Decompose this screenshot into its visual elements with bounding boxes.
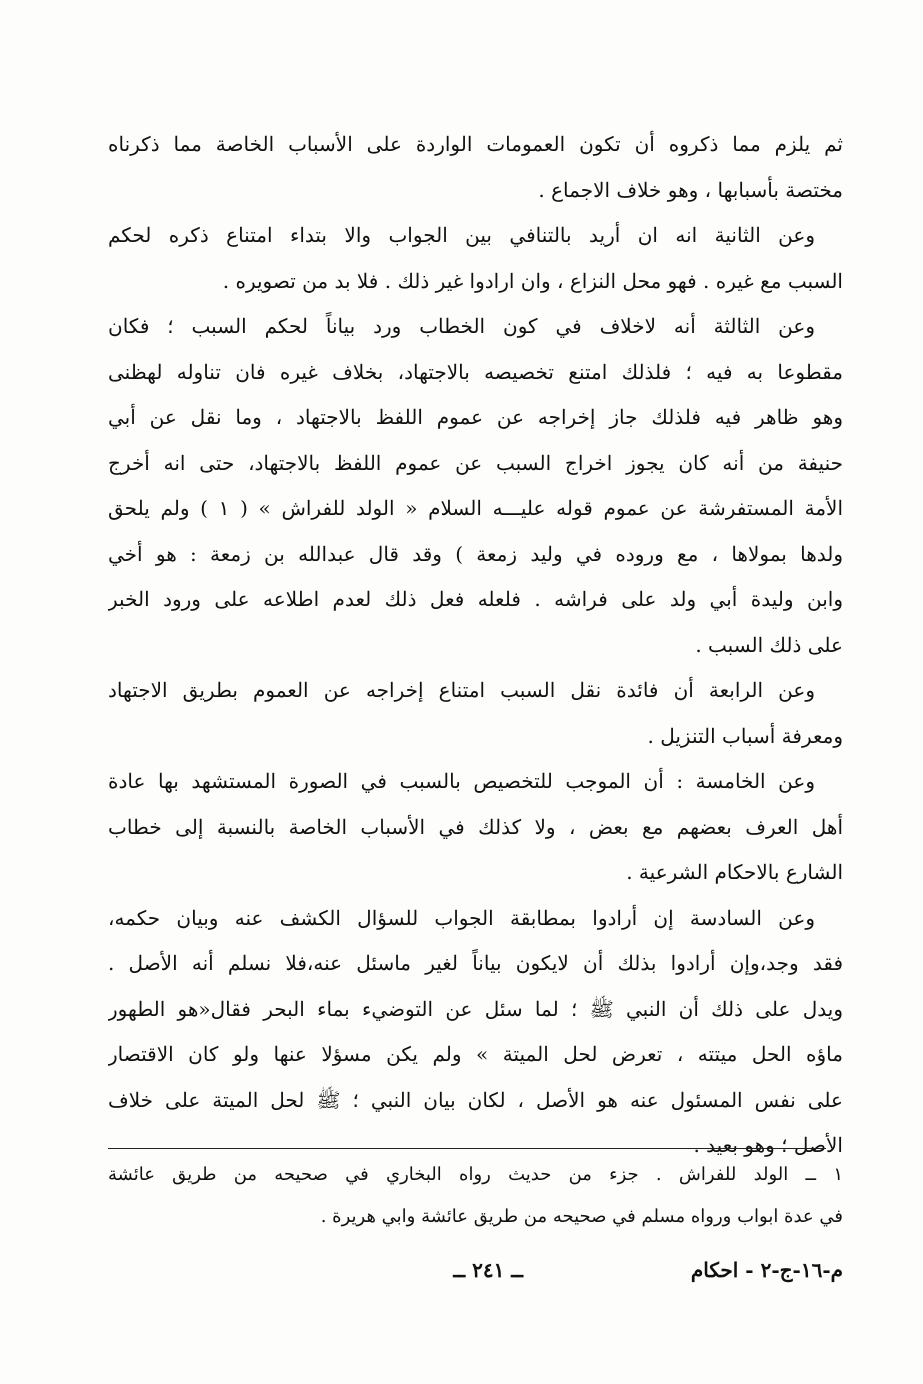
- print-signature: م-١٦-ج-٢ - احكام: [690, 1258, 843, 1282]
- text-line: وعن السادسة إن أرادوا بمطابقة الجواب للسؤال الكشف عنه وبيان حكمه،: [108, 905, 815, 930]
- text-line: مختصة بأسبابها ، وهو خلاف الاجماع .: [538, 177, 843, 202]
- main-text: [108, 122, 843, 1169]
- page-footer: [108, 1250, 843, 1290]
- text-line: وعن الرابعة أن فائدة نقل السبب امتناع إخراجه عن العموم بطريق الاجتهاد: [108, 678, 815, 702]
- text-line: الشارع بالاحكام الشرعية .: [626, 860, 843, 884]
- text-line: وهو ظاهر فيه فلذلك جاز إخراجه عن عموم اللفظ بالاجتهاد ، وما نقل عن أبي: [108, 405, 843, 429]
- text-line: وابن وليدة أبي ولد على فراشه . فلعله فعل ذلك لعدم اطلاعه على ورود الخبر: [108, 587, 843, 611]
- text-line: السبب مع غيره . فهو محل النزاع ، وان ارادوا غير ذلك . فلا بد من تصويره .: [222, 268, 843, 293]
- text-line: أهل العرف بعضهم مع بعض ، ولا كذلك في الأسباب الخاصة بالنسبة إلى خطاب: [108, 814, 843, 839]
- footnote-line: ١ ــ الولد للفراش . جزء من حديث رواه البخاري في صحيحه من طريق عائشة: [108, 1164, 843, 1185]
- footnote-line: في عدة ابواب ورواه مسلم في صحيحه من طريق عائشة وابي هريرة .: [320, 1206, 843, 1227]
- footnotes: [108, 1154, 843, 1238]
- text-line: ثم يلزم مما ذكروه أن تكون العمومات الواردة على الأسباب الخاصة مما ذكرناه: [108, 132, 843, 156]
- text-line: وعن الثالثة أنه لاخلاف في كون الخطاب ورد بياناً لحكم السبب ؛ فكان: [108, 314, 815, 338]
- text-line: ويدل على ذلك أن النبي ﷺ ؛ لما سئل عن التوضيء بماء البحر فقال«هو الطهور: [108, 996, 843, 1021]
- footnote-divider: [108, 1148, 826, 1149]
- text-line: الأمة المستفرشة عن عموم قوله عليـــه السلام « الولد للفراش » ( ١ ) ولم يلحق: [108, 496, 843, 520]
- text-line: وعن الثانية انه ان أريد بالتنافي بين الجواب والا بتداء امتناع ذكره لحكم: [108, 223, 815, 247]
- text-line: وعن الخامسة : أن الموجب للتخصيص بالسبب في الصورة المستشهد بها عادة: [108, 769, 815, 793]
- page-number: ــ ٢٤١ ــ: [453, 1258, 523, 1282]
- text-line: مقطوعا به فيه ؛ فلذلك امتنع تخصيصه بالاجتهاد، بخلاف غيره فان تناوله لهظنى: [108, 359, 843, 384]
- text-line: على نفس المسئول عنه هو الأصل ، لكان بيان النبي ؛ ﷺ لحل الميتة على خلاف: [108, 1087, 843, 1112]
- text-line: على ذلك السبب .: [695, 632, 843, 657]
- text-line: ماؤه الحل ميتته ، تعرض لحل الميتة » ولم يكن مسؤلا عنها ولو كان الاقتصار: [108, 1042, 843, 1066]
- text-line: فقد وجد،وإن أرادوا بذلك أن لايكون بياناً لغير ماسئل عنه،فلا نسلم أنه الأصل .: [108, 951, 843, 975]
- text-line: حنيفة من أنه كان يجوز اخراج السبب عن عموم اللفظ بالاجتهاد، حتى انه أخرج: [108, 450, 843, 475]
- text-line: الأصل ؛ وهو بعيد .: [693, 1133, 843, 1157]
- text-line: ولدها بمولاها ، مع وروده في وليد زمعة ) وقد قال عبدالله بن زمعة : هو أخي: [108, 541, 843, 566]
- text-line: ومعرفة أسباب التنزيل .: [647, 723, 843, 748]
